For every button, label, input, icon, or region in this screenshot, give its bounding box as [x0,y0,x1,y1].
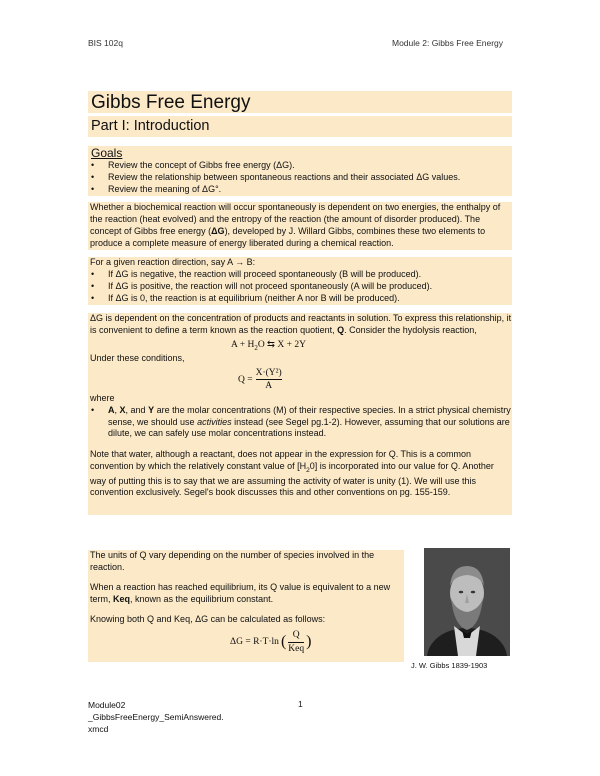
where-list [88,405,512,441]
page-subtitle: Part I: Introduction [91,118,210,134]
direction-list [88,269,512,305]
delta-g-fraction: $\frac{Q}{\text{Keq}}$ [288,630,305,654]
footer-filename: Module02 _GibbsFreeEnergy_SemiAnswered. xmcd [88,700,224,734]
portrait-caption: J. W. Gibbs 1839-1903 [411,661,488,670]
direction-intro: For a given reaction direction, say A → B: [90,257,256,267]
goal-item: • Review the concept of Gibbs free energy (ΔG). [88,160,512,172]
knowing-paragraph: Knowing both Q and Keq, ΔG can be calculated as follows: [90,613,326,624]
where-item: • A, X, and Y are the molar concentrations (M) of their respective species. In a strict physical chemistry sense, we should use activities instead (see Segel pg.1-2). However, assuming that our solutions are dilute, we can safely use molar concentrations instead. [88,405,512,441]
goal-item: • Review the relationship between spontaneous reactions and their associated ΔG values. [88,172,512,184]
reaction-equation: $A + H_2O$ ⇆ X + 2Y [231,339,306,352]
q-equation: Q = $\frac{\text{X·(Y²)}}{A}$ [238,367,282,392]
dependence-paragraph: ΔG is dependent on the concentration of products and reactants in solution. To express this relationship, it is convenient to define a term known as the reaction quotient, Q. Consider the hydolysis reaction, [90,313,512,335]
keq-paragraph: When a reaction has reached equilibrium, its Q value is equivalent to a new term, Keq, known as the equilibrium constant. [90,581,391,604]
page-number: 1 [298,699,303,709]
where-label: where [90,392,115,403]
units-paragraph: The units of Q vary depending on the number of species involved in the reaction. [90,550,375,572]
water-note: Note that water, although a reactant, does not appear in the expression for Q. This is a common convention by which the relatively constant value of $[H_20]$ is incorporated into our value for Q. Another way of putting this is to say that we are assuming the activity of water is unity (1). We will use this convention exclusively. Segel's book discusses this and other conventions on pg. 155-159. [90,449,494,498]
delta-g-equation: ΔG = R·T·ln ( $\frac{Q}{\text{Keq}}$ ) [230,630,312,654]
direction-section [88,257,512,305]
header-left: BIS 102q [88,38,123,48]
q-fraction: $\frac{\text{X·(Y²)}}{A}$ [255,367,282,392]
goals-section [88,146,512,196]
header-right: Module 2: Gibbs Free Energy [392,38,504,48]
direction-item: • If ΔG is negative, the reaction will proceed spontaneously (B will be produced). [88,269,512,281]
direction-item: • If ΔG is 0, the reaction is at equilibrium (neither A nor B will be produced). [88,293,512,305]
direction-item: • If ΔG is positive, the reaction will not proceed spontaneously (A will be produced). [88,281,512,293]
intro-paragraph: Whether a biochemical reaction will occur spontaneously is dependent on two energies, the enthalpy of the reaction (heat evolved) and the entropy of the reaction (the amount of disorder produced). The concept of Gibbs free energy (ΔG), developed by J. Willard Gibbs, combines these two elements to produce a complete measure of energy liberated during a chemical reaction. [90,202,501,248]
reaction-quotient-section [88,313,512,515]
title-block [88,91,512,113]
conditions-text: Under these conditions, [90,352,185,363]
subtitle-block [88,116,512,137]
gibbs-portrait-image [424,548,510,656]
goals-list [88,160,512,196]
goals-heading: Goals [91,146,123,160]
page-title: Gibbs Free Energy [91,92,251,113]
equilibrium-section [88,550,404,662]
intro-section [88,202,512,250]
goal-item: • Review the meaning of ΔG°. [88,184,512,196]
